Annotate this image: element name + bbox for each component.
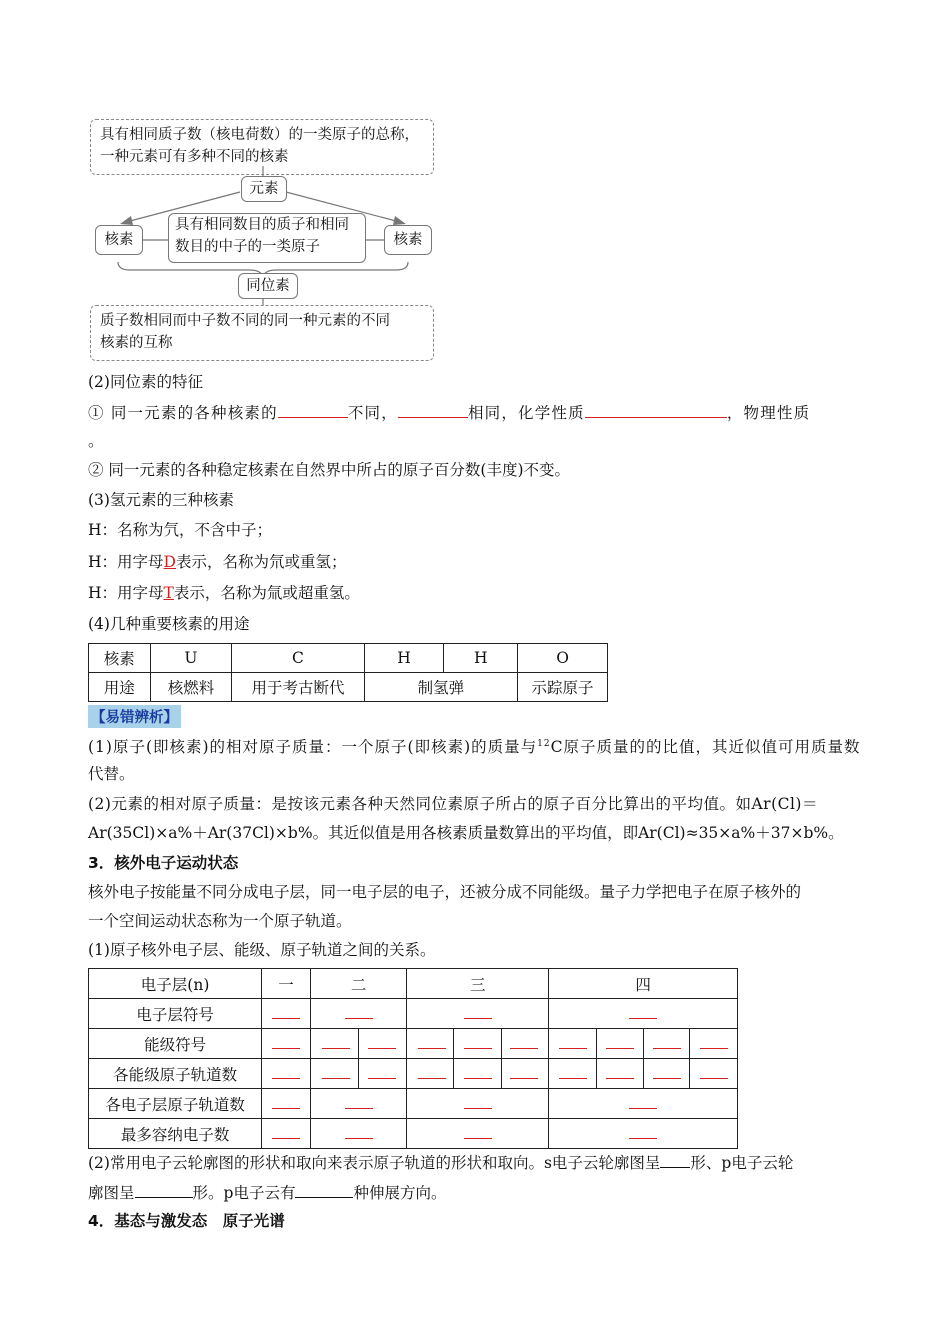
row-header: 各电子层原子轨道数 [89, 1089, 262, 1119]
section-title: 4．基态与激发态 原子光谱 [88, 1212, 285, 1230]
text: ① 同一元素的各种核素的 [88, 404, 278, 422]
answer-cell[interactable] [407, 1119, 549, 1149]
table-cell: 用途 [89, 673, 151, 702]
section-heading: (2)同位素的特征 [88, 373, 203, 391]
text: 种伸展方向。 [353, 1184, 447, 1202]
table-cell: 核燃料 [150, 673, 232, 702]
paragraph: 代替。 [88, 765, 135, 783]
answer: T [163, 584, 174, 602]
row-header: 电子层符号 [89, 999, 262, 1029]
text: H：用字母 [88, 553, 164, 571]
answer-cell[interactable] [262, 1119, 311, 1149]
answer-cell[interactable] [549, 1089, 738, 1119]
text: 形。p电子云有 [192, 1184, 296, 1202]
table-cell: 用于考古断代 [232, 673, 364, 702]
table-cell: 制氢弹 [364, 673, 517, 702]
text: (1)原子(即核素)的相对原子质量：一个原子(即核素)的质量与 [88, 738, 538, 757]
definition-box-isotope [90, 305, 434, 361]
answer-cell[interactable] [407, 999, 549, 1029]
row-header: 电子层(n) [89, 969, 262, 999]
superscript: 12 [537, 739, 551, 749]
row-header: 能级符号 [89, 1029, 262, 1059]
answer-cell[interactable] [310, 1059, 406, 1089]
paragraph [88, 1181, 446, 1204]
definition-line: 具有相同质子数（核电荷数）的一类原子的总称， [100, 127, 419, 143]
fill-blank[interactable] [660, 1151, 690, 1168]
text: (2)常用电子云轮廓图的形状和取向来表示原子轨道的形状和取向。s电子云轮廓图呈 [88, 1154, 661, 1172]
answer-cell[interactable] [262, 999, 311, 1029]
row-header: 各能级原子轨道数 [89, 1059, 262, 1089]
column-header: 四 [549, 969, 738, 999]
section-heading: (4)几种重要核素的用途 [88, 615, 250, 633]
paragraph: Ar(35Cl)×a%＋Ar(37Cl)×b%。其近似值是用各核素质量数算出的平均值，即Ar(Cl)≈35×a%＋37×b%。 [88, 824, 844, 842]
section-heading: (3)氢元素的三种核素 [88, 491, 234, 509]
paragraph: 核外电子按能量不同分成电子层，同一电子层的电子，还被分成不同能级。量子力学把电子在原子核外的 [88, 883, 802, 901]
answer-cell[interactable] [407, 1029, 549, 1059]
nuclide-node-right: 核素 [384, 225, 432, 255]
answer-cell[interactable] [310, 999, 406, 1029]
answer-cell[interactable] [262, 1029, 311, 1059]
nuclide-use-table [88, 643, 608, 702]
text: 表示，名称为氘或重氢； [175, 553, 347, 571]
definition-line: 质子数相同而中子数不同的同一种元素的不同 [100, 313, 390, 329]
table-cell: H [444, 644, 518, 673]
fill-blank[interactable] [278, 401, 348, 418]
answer-cell[interactable] [549, 1059, 738, 1089]
answer-cell[interactable] [310, 1029, 406, 1059]
text: 。 [88, 432, 104, 450]
answer-cell[interactable] [549, 999, 738, 1029]
nuclide-definition-box [168, 213, 366, 263]
paragraph [88, 551, 346, 573]
table-cell: 核素 [89, 644, 151, 673]
fill-blank[interactable] [398, 401, 468, 418]
definition-line: 核素的互称 [100, 335, 173, 351]
section-title: 3．核外电子运动状态 [88, 854, 239, 872]
table-cell: U [150, 644, 232, 673]
nuclide-node-left: 核素 [95, 225, 143, 255]
answer-cell[interactable] [262, 1059, 311, 1089]
table-cell: C [232, 644, 364, 673]
column-header: 二 [310, 969, 406, 999]
nuclide-definition-line: 具有相同数目的质子和相同 [175, 217, 349, 233]
paragraph: 一个空间运动状态称为一个原子轨道。 [88, 912, 352, 930]
tip-tag: 【易错辨析】 [88, 705, 181, 728]
paragraph: ② 同一元素的各种稳定核素在自然界中所占的原子百分数(丰度)不变。 [88, 461, 571, 479]
text: 廓图呈 [88, 1184, 135, 1202]
answer: D [163, 553, 176, 571]
column-header: 一 [262, 969, 311, 999]
text: 相同，化学性质 [467, 404, 585, 422]
isotope-node: 同位素 [238, 273, 298, 299]
text: H：用字母 [88, 584, 164, 602]
paragraph: H：名称为氕，不含中子； [88, 521, 273, 539]
paragraph [88, 401, 810, 424]
text: Ar(Cl)＝ [751, 795, 818, 813]
answer-cell[interactable] [407, 1089, 549, 1119]
text: C原子质量的的比值，其近似值可用质量数 [550, 738, 861, 757]
fill-blank[interactable] [585, 401, 727, 418]
text: 不同， [347, 404, 398, 422]
fill-blank[interactable] [135, 1181, 193, 1198]
paragraph [88, 793, 818, 815]
table-cell: H [364, 644, 444, 673]
element-node: 元素 [241, 176, 287, 202]
column-header: 三 [407, 969, 549, 999]
table-cell: O [518, 644, 608, 673]
text: 表示，名称为氚或超重氢。 [173, 584, 360, 602]
row-header: 最多容纳电子数 [89, 1119, 262, 1149]
paragraph: (1)原子核外电子层、能级、原子轨道之间的关系。 [88, 941, 436, 959]
electron-shell-table [88, 968, 738, 1149]
answer-cell[interactable] [310, 1119, 406, 1149]
answer-cell[interactable] [310, 1089, 406, 1119]
nuclide-definition-line: 数目的中子的一类原子 [175, 239, 320, 255]
answer-cell[interactable] [262, 1089, 311, 1119]
answer-cell[interactable] [549, 1119, 738, 1149]
text: (2)元素的相对原子质量：是按该元素各种天然同位素原子所占的原子百分比算出的平均值。如 [88, 795, 752, 813]
table-cell: 示踪原子 [518, 673, 608, 702]
text: ，物理性质 [726, 404, 811, 422]
definition-line: 一种元素可有多种不同的核素 [100, 149, 289, 165]
paragraph [88, 582, 360, 604]
fill-blank[interactable] [295, 1181, 353, 1198]
answer-cell[interactable] [549, 1029, 738, 1059]
text: 形、p电子云轮 [690, 1154, 794, 1172]
paragraph [88, 733, 860, 758]
paragraph [88, 1151, 793, 1174]
answer-cell[interactable] [407, 1059, 549, 1089]
